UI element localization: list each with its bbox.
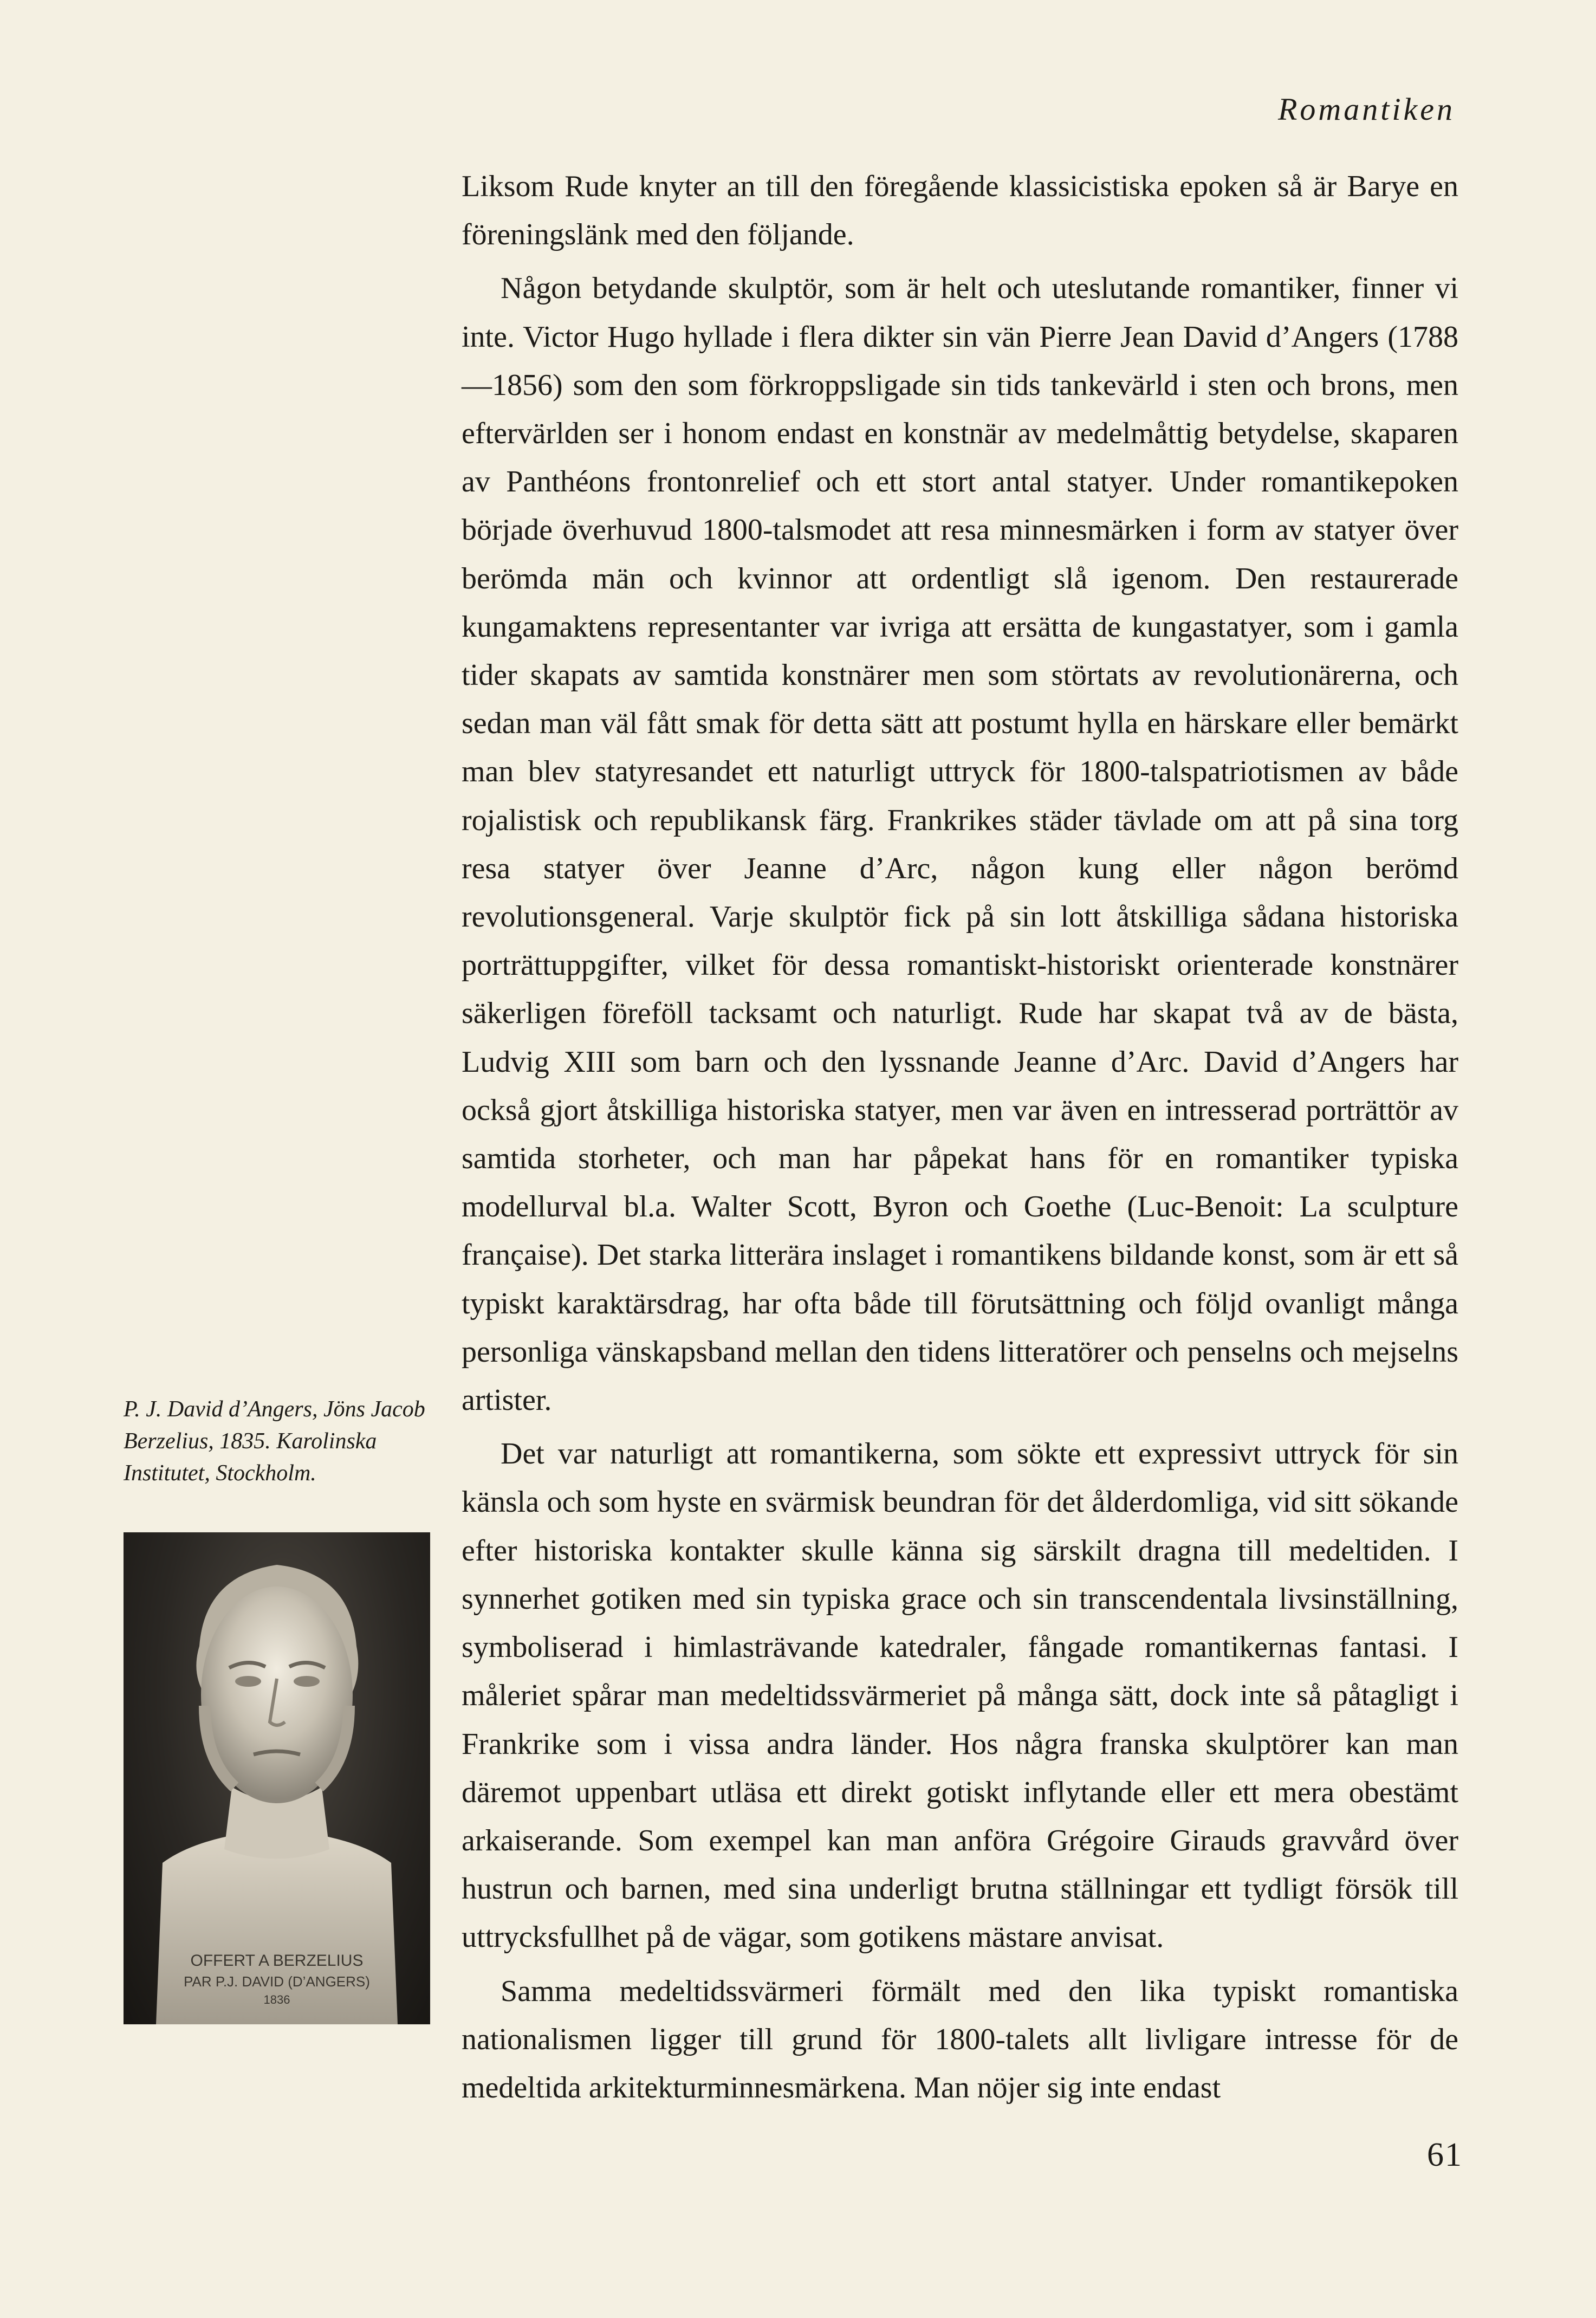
inscription-line-3: 1836 xyxy=(263,1993,290,2006)
bust-photograph xyxy=(124,1532,430,2024)
page-number: 61 xyxy=(1427,2136,1463,2173)
paragraph-2: Någon betydande skulptör, som är helt och uteslutande romantiker, finner vi inte. Victor Hugo hyllade i flera dikter sin vän Pierre Jean David d’Angers (1788—1856) som den som förkroppsligade sin tids tankevärld i sten och brons, men eftervärlden ser i honom endast en konstnär av medelmåttig betydelse, skaparen av Panthéons frontonrelief och ett stort antal statyer. Under romantikepoken började överhuvud 1800-talsmodet att resa minnesmärken i form av statyer över berömda män och kvinnor att ordentligt slå igenom. Den restaurerade kungamaktens representanter var ivriga att ersätta de kungastatyer, som i gamla tider skapats av samtida konstnärer men som störtats av revolutionärerna, och sedan man väl fått smak för detta sätt att postumt hylla en härskare eller bemärkt man blev statyresandet ett naturligt uttryck för 1800-talspatriotismen av både rojalistisk och republikansk färg. Frankrikes städer tävlade om att på sina torg resa statyer över Jeanne d’Arc, någon kung eller någon berömd revolutionsgeneral. Varje skulptör fick på sin lott åtskilliga sådana historiska porträttuppgifter, vilket för dessa romantiskt-historiskt orienterade konstnärer säkerligen föreföll tacksamt och naturligt. Rude har skapat två av de bästa, Ludvig XIII som barn och den lyssnande Jeanne d’Arc. David d’Angers har också gjort åtskilliga historiska statyer, men var även en intresserad porträttör av samtida storheter, och man har påpekat hans för en romantiker typiska modellurval bl.a. Walter Scott, Byron och Goethe (Luc-Benoit: La sculpture française). Det starka litterära inslaget i romantikens bildande konst, som är ett så typiskt karaktärsdrag, har ofta både till förutsättning och följd ovanligt många personliga vänskapsband mellan den tidens litteratörer och penselns och mejselns artister. xyxy=(462,271,1458,1417)
paragraph-4: Samma medeltidssvärmeri förmält med den lika typiskt romantiska nationalismen ligger till grund för 1800-talets allt livligare intresse för de medeltida arkitekturminnesmärkena. Man nöjer sig inte endast xyxy=(462,1974,1458,2105)
inscription-line-1: OFFERT A BERZELIUS xyxy=(190,1952,364,1970)
body-text xyxy=(462,163,1458,2118)
figure-caption: P. J. David d’Angers, Jöns Jacob Berzelius, 1835. Karolinska Institutet, Stockholm. xyxy=(124,1397,425,1486)
berzelius-bust-image xyxy=(124,1532,430,2024)
inscription-line-2: PAR P.J. DAVID (D’ANGERS) xyxy=(184,1973,370,1990)
paragraph-3: Det var naturligt att romantikerna, som sökte ett expressivt uttryck för sin känsla och som hyste en svärmisk beundran för det ålderdomliga, vid sitt sökande efter historiska kontakter skulle känna sig särskilt dragna till medeltiden. I synnerhet gotiken med sin typiska grace och sin transcendentala livsinställning, symboliserad i himlasträvande katedraler, fångade romantikernas fantasi. I måleriet spårar man medeltidssvärmeriet på många sätt, dock inte så påtagligt i Frankrike som i vissa andra länder. Hos några franska skulptörer kan man däremot uppenbart utläsa ett direkt gotiskt inflytande eller ett mera obestämt arkaiserande. Som exempel kan man anföra Grégoire Girauds gravvård över hustrun och barnen, med sina underligt brutna ställningar ett tydligt försök till uttrycksfullhet på de vägar, som gotikens mästare anvisat. xyxy=(462,1437,1458,1954)
running-head-title: Romantiken xyxy=(1277,92,1455,127)
paragraph-1: Liksom Rude knyter an till den föregående klassicistiska epoken så är Barye en föreningslänk med den följande. xyxy=(462,170,1458,252)
